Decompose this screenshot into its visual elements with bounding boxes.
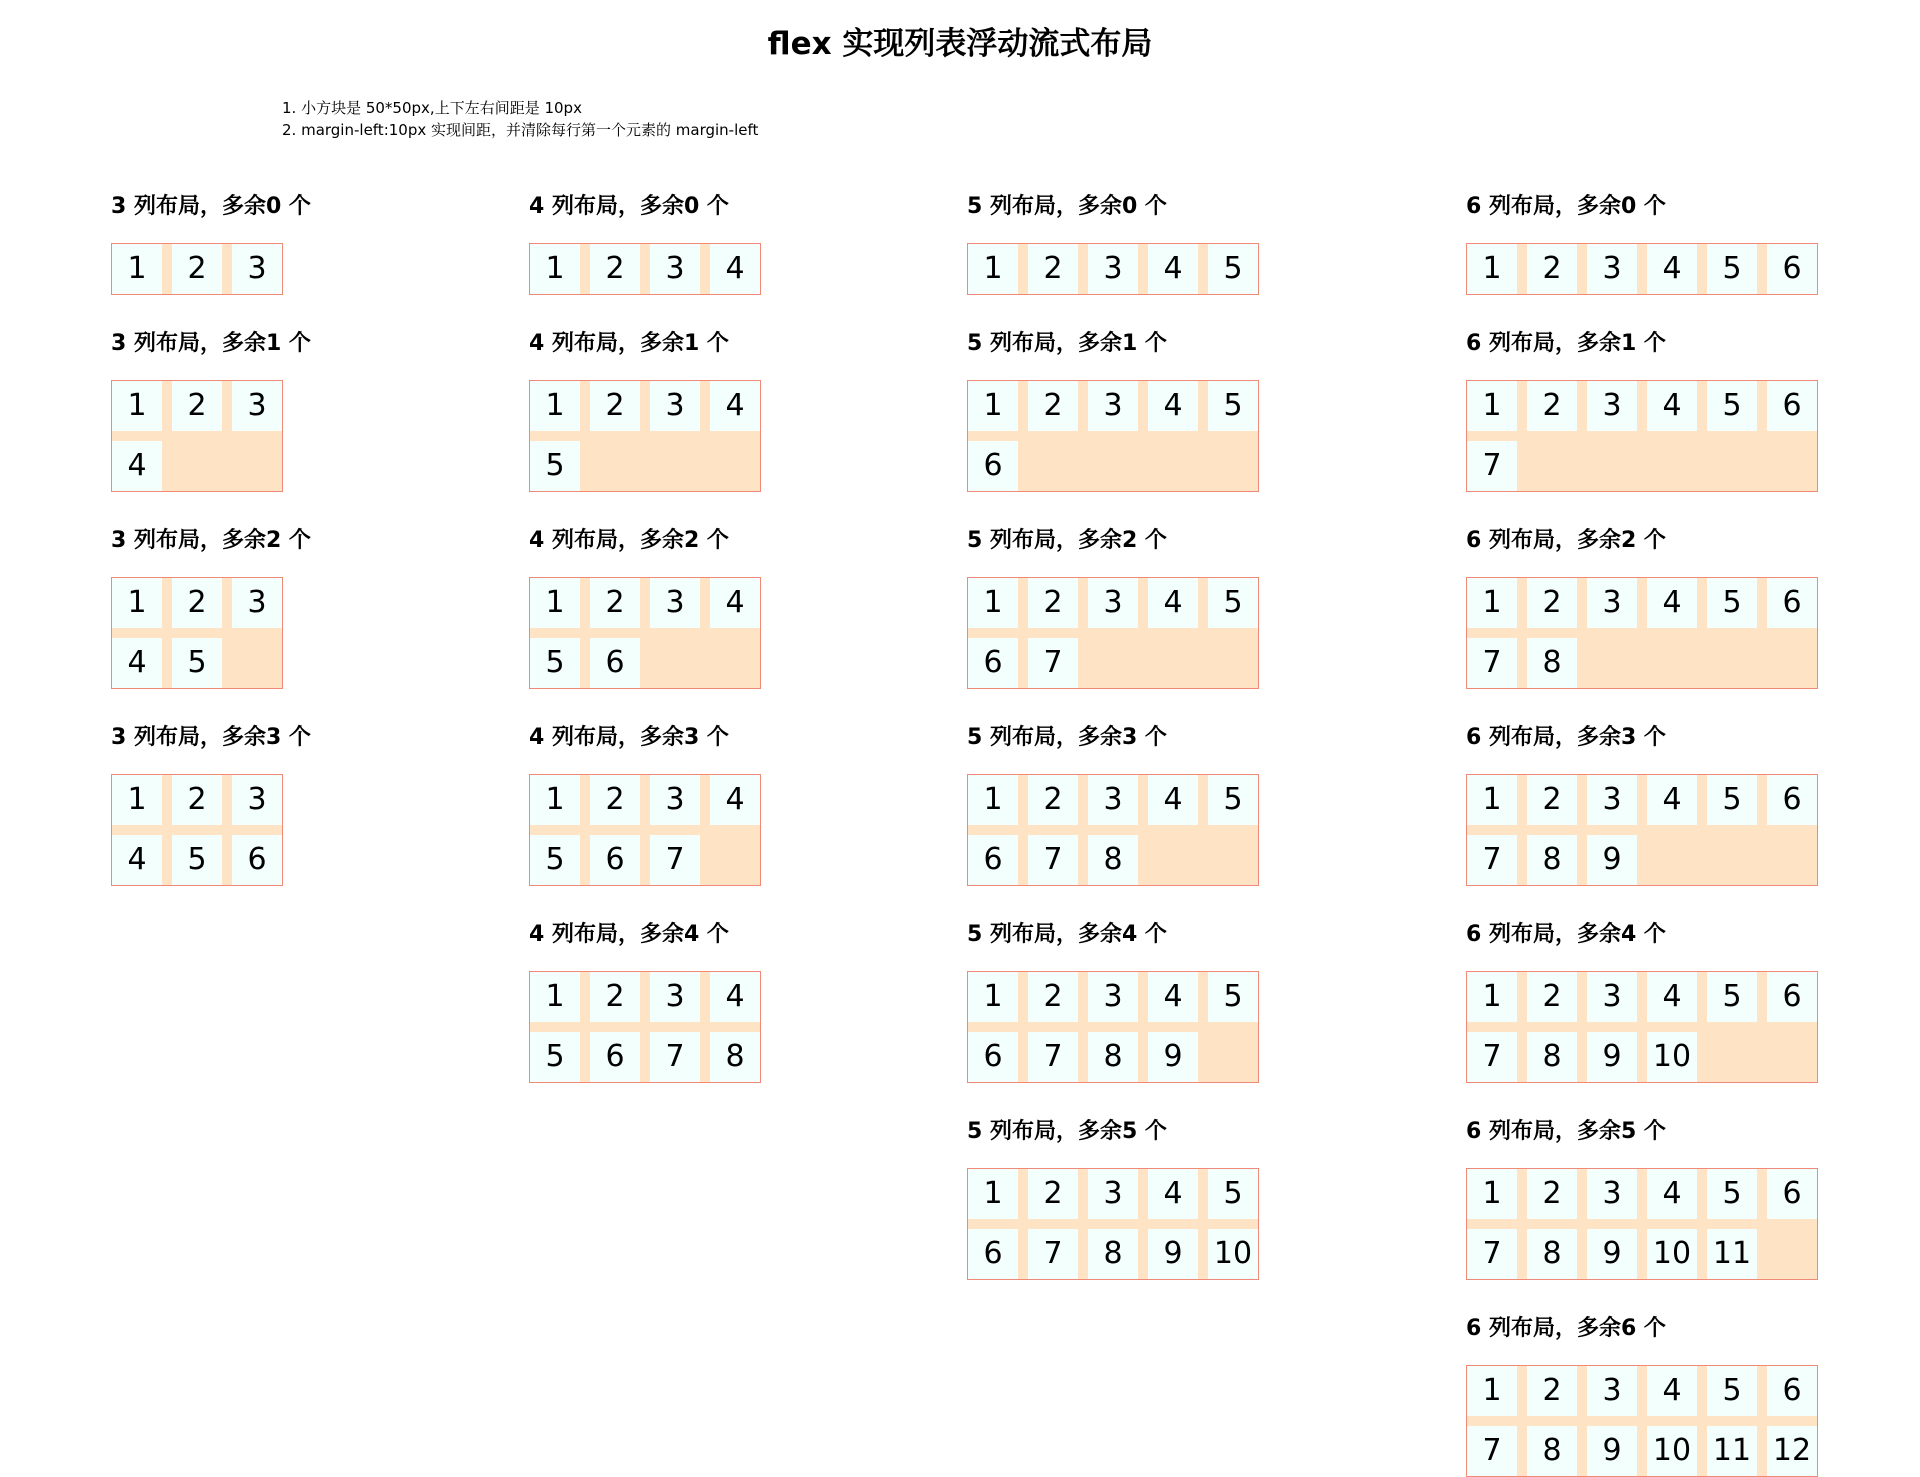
grid-row	[530, 441, 760, 491]
item-box: 5	[1707, 1169, 1757, 1219]
flex-container	[1466, 1168, 1818, 1280]
item-box: 1	[112, 578, 162, 628]
grid-row	[1467, 638, 1817, 688]
item-box: 6	[968, 1229, 1018, 1279]
grid-row	[1467, 835, 1817, 885]
flex-container	[529, 380, 761, 492]
item-box: 2	[590, 972, 640, 1022]
item-box: 6	[1767, 381, 1817, 431]
example-title: 4 列布局，多余4 个	[529, 922, 729, 947]
column-3-cols	[111, 185, 511, 886]
item-box: 6	[1767, 1366, 1817, 1416]
item-box: 7	[1467, 1426, 1517, 1476]
example-title: 5 列布局，多余5 个	[967, 1119, 1167, 1144]
item-box: 8	[1088, 1229, 1138, 1279]
item-box: 5	[1208, 578, 1258, 628]
item-box: 1	[1467, 1366, 1517, 1416]
item-box: 2	[1028, 244, 1078, 294]
item-box: 3	[232, 244, 282, 294]
item-box: 6	[968, 441, 1018, 491]
flex-container	[967, 243, 1259, 295]
item-box: 8	[1527, 1032, 1577, 1082]
item-box: 2	[1527, 578, 1577, 628]
example-title: 3 列布局，多余1 个	[111, 331, 311, 356]
item-box: 8	[710, 1032, 760, 1082]
item-box: 1	[1467, 1169, 1517, 1219]
item-box: 4	[1647, 1366, 1697, 1416]
item-box: 1	[968, 244, 1018, 294]
grid-row	[1467, 1229, 1817, 1279]
item-box: 5	[1208, 775, 1258, 825]
item-box: 3	[650, 381, 700, 431]
item-box: 3	[232, 775, 282, 825]
item-box: 4	[710, 775, 760, 825]
grid-row	[112, 381, 282, 441]
item-box: 5	[1208, 244, 1258, 294]
item-box: 1	[968, 775, 1018, 825]
item-box: 6	[1767, 1169, 1817, 1219]
grid-row	[530, 972, 760, 1032]
item-box: 4	[710, 381, 760, 431]
flex-container	[967, 774, 1259, 886]
item-box: 3	[1587, 578, 1637, 628]
example-block	[111, 519, 511, 689]
item-box: 8	[1088, 835, 1138, 885]
item-box: 2	[1527, 244, 1577, 294]
grid-row	[968, 1169, 1258, 1229]
grid-row	[968, 578, 1258, 638]
example-title: 4 列布局，多余0 个	[529, 194, 729, 219]
item-box: 1	[112, 775, 162, 825]
item-box: 4	[1647, 244, 1697, 294]
example-block	[111, 716, 511, 886]
item-box: 9	[1587, 1229, 1637, 1279]
notes-list	[282, 97, 758, 141]
item-box: 5	[1208, 972, 1258, 1022]
item-box: 3	[1088, 972, 1138, 1022]
item-box: 1	[530, 578, 580, 628]
item-box: 4	[1647, 1169, 1697, 1219]
note-item: 1. 小方块是 50*50px,上下左右间距是 10px	[282, 99, 582, 117]
flex-container	[967, 971, 1259, 1083]
item-box: 6	[590, 638, 640, 688]
example-title: 6 列布局，多余0 个	[1466, 194, 1666, 219]
example-title: 3 列布局，多余2 个	[111, 528, 311, 553]
item-box: 3	[1088, 1169, 1138, 1219]
grid-row	[968, 1229, 1258, 1279]
item-box: 2	[1527, 1169, 1577, 1219]
grid-row	[530, 1032, 760, 1082]
flex-container	[1466, 774, 1818, 886]
item-box: 5	[172, 835, 222, 885]
item-box: 7	[1467, 1229, 1517, 1279]
example-block	[529, 913, 929, 1083]
example-block	[967, 185, 1367, 295]
grid-row	[1467, 1366, 1817, 1426]
grid-row	[112, 835, 282, 885]
item-box: 2	[590, 381, 640, 431]
example-title: 6 列布局，多余4 个	[1466, 922, 1666, 947]
grid-row	[112, 638, 282, 688]
flex-container	[111, 577, 283, 689]
item-box: 3	[1088, 381, 1138, 431]
grid-row	[1467, 381, 1817, 441]
example-block	[111, 322, 511, 492]
note-item: 2. margin-left:10px 实现间距，并清除每行第一个元素的 margin-left	[282, 121, 759, 139]
item-box: 7	[650, 835, 700, 885]
column-4-cols	[529, 185, 929, 1083]
item-box: 4	[1148, 578, 1198, 628]
item-box: 6	[1767, 775, 1817, 825]
item-box: 3	[1587, 775, 1637, 825]
item-box: 5	[530, 441, 580, 491]
item-box: 8	[1527, 835, 1577, 885]
item-box: 7	[650, 1032, 700, 1082]
item-box: 7	[1467, 1032, 1517, 1082]
item-box: 2	[1527, 381, 1577, 431]
example-title: 6 列布局，多余5 个	[1466, 1119, 1666, 1144]
grid-row	[530, 775, 760, 835]
item-box: 6	[968, 638, 1018, 688]
item-box: 4	[710, 578, 760, 628]
item-box: 3	[1088, 244, 1138, 294]
item-box: 9	[1148, 1032, 1198, 1082]
item-box: 4	[1148, 775, 1198, 825]
flex-container	[529, 243, 761, 295]
grid-row	[1467, 775, 1817, 835]
example-block	[529, 322, 929, 492]
item-box: 2	[172, 244, 222, 294]
item-box: 8	[1527, 1229, 1577, 1279]
item-box: 3	[1088, 775, 1138, 825]
example-block	[967, 322, 1367, 492]
flex-container	[111, 774, 283, 886]
grid-row	[530, 835, 760, 885]
item-box: 6	[590, 835, 640, 885]
example-block	[1466, 716, 1866, 886]
example-block	[967, 1110, 1367, 1280]
item-box: 7	[1467, 638, 1517, 688]
example-title: 5 列布局，多余0 个	[967, 194, 1167, 219]
grid-row	[968, 1032, 1258, 1082]
item-box: 1	[1467, 381, 1517, 431]
item-box: 8	[1527, 638, 1577, 688]
page-title: flex 实现列表浮动流式布局	[767, 26, 1153, 62]
example-title: 3 列布局，多余0 个	[111, 194, 311, 219]
example-title: 4 列布局，多余3 个	[529, 725, 729, 750]
item-box: 1	[112, 244, 162, 294]
item-box: 2	[1028, 972, 1078, 1022]
item-box: 3	[1587, 1366, 1637, 1416]
example-block	[529, 716, 929, 886]
item-box: 9	[1587, 1032, 1637, 1082]
item-box: 4	[710, 972, 760, 1022]
item-box: 7	[1467, 835, 1517, 885]
grid-row	[1467, 578, 1817, 638]
item-box: 7	[1028, 835, 1078, 885]
item-box: 3	[1587, 1169, 1637, 1219]
item-box: 1	[1467, 972, 1517, 1022]
example-title: 6 列布局，多余2 个	[1466, 528, 1666, 553]
item-box: 5	[172, 638, 222, 688]
item-box: 10	[1647, 1032, 1697, 1082]
item-box: 7	[1467, 441, 1517, 491]
grid-row	[112, 441, 282, 491]
item-box: 4	[1148, 381, 1198, 431]
grid-row	[968, 775, 1258, 835]
item-box: 1	[530, 244, 580, 294]
example-title: 6 列布局，多余3 个	[1466, 725, 1666, 750]
item-box: 1	[968, 578, 1018, 628]
item-box: 3	[650, 775, 700, 825]
item-box: 10	[1208, 1229, 1258, 1279]
example-block	[1466, 1307, 1866, 1477]
item-box: 2	[172, 775, 222, 825]
example-title: 6 列布局，多余1 个	[1466, 331, 1666, 356]
item-box: 4	[112, 441, 162, 491]
example-block	[111, 185, 511, 295]
item-box: 1	[1467, 578, 1517, 628]
item-box: 2	[1527, 775, 1577, 825]
example-title: 4 列布局，多余1 个	[529, 331, 729, 356]
example-title: 6 列布局，多余6 个	[1466, 1316, 1666, 1341]
example-title: 5 列布局，多余1 个	[967, 331, 1167, 356]
item-box: 5	[1707, 775, 1757, 825]
item-box: 4	[710, 244, 760, 294]
item-box: 4	[1647, 381, 1697, 431]
grid-row	[968, 638, 1258, 688]
flex-container	[1466, 380, 1818, 492]
item-box: 1	[1467, 775, 1517, 825]
item-box: 11	[1707, 1426, 1757, 1476]
item-box: 9	[1587, 835, 1637, 885]
item-box: 3	[650, 578, 700, 628]
item-box: 5	[1707, 578, 1757, 628]
grid-row	[1467, 441, 1817, 491]
item-box: 6	[968, 835, 1018, 885]
grid-row	[968, 441, 1258, 491]
item-box: 3	[232, 578, 282, 628]
example-block	[1466, 185, 1866, 295]
item-box: 3	[1088, 578, 1138, 628]
example-title: 5 列布局，多余2 个	[967, 528, 1167, 553]
grid-row	[112, 578, 282, 638]
item-box: 7	[1028, 638, 1078, 688]
example-block	[1466, 322, 1866, 492]
flex-container	[111, 243, 283, 295]
item-box: 5	[1707, 1366, 1757, 1416]
item-box: 7	[1028, 1032, 1078, 1082]
example-block	[529, 185, 929, 295]
flex-container	[1466, 243, 1818, 295]
flex-container	[529, 971, 761, 1083]
item-box: 2	[1028, 775, 1078, 825]
grid-row	[1467, 1169, 1817, 1229]
item-box: 4	[112, 638, 162, 688]
flex-container	[967, 577, 1259, 689]
item-box: 2	[590, 775, 640, 825]
grid-row	[968, 972, 1258, 1032]
example-block	[529, 519, 929, 689]
item-box: 4	[1647, 578, 1697, 628]
grid-row	[1467, 244, 1817, 294]
item-box: 2	[1028, 1169, 1078, 1219]
grid-row	[530, 638, 760, 688]
item-box: 2	[590, 244, 640, 294]
item-box: 1	[530, 381, 580, 431]
item-box: 4	[1647, 775, 1697, 825]
item-box: 1	[530, 775, 580, 825]
flex-container	[1466, 971, 1818, 1083]
grid-row	[968, 381, 1258, 441]
flex-container	[111, 380, 283, 492]
item-box: 8	[1527, 1426, 1577, 1476]
flex-container	[1466, 1365, 1818, 1477]
item-box: 5	[530, 638, 580, 688]
example-block	[1466, 913, 1866, 1083]
item-box: 2	[172, 381, 222, 431]
flex-container	[967, 380, 1259, 492]
item-box: 9	[1148, 1229, 1198, 1279]
example-block	[1466, 519, 1866, 689]
grid-row	[530, 244, 760, 294]
item-box: 3	[232, 381, 282, 431]
item-box: 3	[1587, 381, 1637, 431]
example-title: 5 列布局，多余4 个	[967, 922, 1167, 947]
example-block	[967, 519, 1367, 689]
item-box: 2	[1527, 1366, 1577, 1416]
item-box: 2	[1527, 972, 1577, 1022]
item-box: 6	[590, 1032, 640, 1082]
grid-row	[112, 775, 282, 835]
grid-row	[1467, 972, 1817, 1032]
flex-container	[529, 774, 761, 886]
item-box: 1	[968, 1169, 1018, 1219]
grid-row	[1467, 1032, 1817, 1082]
example-block	[967, 913, 1367, 1083]
item-box: 6	[1767, 972, 1817, 1022]
item-box: 6	[1767, 244, 1817, 294]
item-box: 1	[112, 381, 162, 431]
item-box: 6	[232, 835, 282, 885]
item-box: 4	[1148, 972, 1198, 1022]
item-box: 5	[530, 1032, 580, 1082]
grid-row	[968, 244, 1258, 294]
item-box: 1	[1467, 244, 1517, 294]
column-6-cols	[1466, 185, 1866, 1477]
example-title: 3 列布局，多余3 个	[111, 725, 311, 750]
item-box: 12	[1767, 1426, 1817, 1476]
item-box: 6	[968, 1032, 1018, 1082]
example-block	[967, 716, 1367, 886]
item-box: 5	[1208, 1169, 1258, 1219]
item-box: 1	[530, 972, 580, 1022]
grid-row	[1467, 1426, 1817, 1476]
flex-container	[967, 1168, 1259, 1280]
flex-container	[529, 577, 761, 689]
item-box: 4	[1148, 244, 1198, 294]
grid-row	[530, 381, 760, 441]
item-box: 10	[1647, 1229, 1697, 1279]
item-box: 3	[1587, 972, 1637, 1022]
grid-row	[530, 578, 760, 638]
item-box: 5	[1707, 972, 1757, 1022]
item-box: 2	[172, 578, 222, 628]
item-box: 2	[1028, 578, 1078, 628]
example-block	[1466, 1110, 1866, 1280]
column-5-cols	[967, 185, 1367, 1280]
item-box: 5	[1208, 381, 1258, 431]
item-box: 3	[1587, 244, 1637, 294]
item-box: 6	[1767, 578, 1817, 628]
item-box: 1	[968, 972, 1018, 1022]
item-box: 11	[1707, 1229, 1757, 1279]
item-box: 5	[1707, 381, 1757, 431]
item-box: 7	[1028, 1229, 1078, 1279]
item-box: 5	[1707, 244, 1757, 294]
item-box: 4	[1647, 972, 1697, 1022]
item-box: 2	[590, 578, 640, 628]
item-box: 10	[1647, 1426, 1697, 1476]
item-box: 1	[968, 381, 1018, 431]
item-box: 8	[1088, 1032, 1138, 1082]
grid-row	[112, 244, 282, 294]
item-box: 5	[530, 835, 580, 885]
item-box: 3	[650, 244, 700, 294]
example-title: 5 列布局，多余3 个	[967, 725, 1167, 750]
item-box: 3	[650, 972, 700, 1022]
flex-container	[1466, 577, 1818, 689]
item-box: 9	[1587, 1426, 1637, 1476]
item-box: 4	[112, 835, 162, 885]
item-box: 2	[1028, 381, 1078, 431]
example-title: 4 列布局，多余2 个	[529, 528, 729, 553]
grid-row	[968, 835, 1258, 885]
item-box: 4	[1148, 1169, 1198, 1219]
